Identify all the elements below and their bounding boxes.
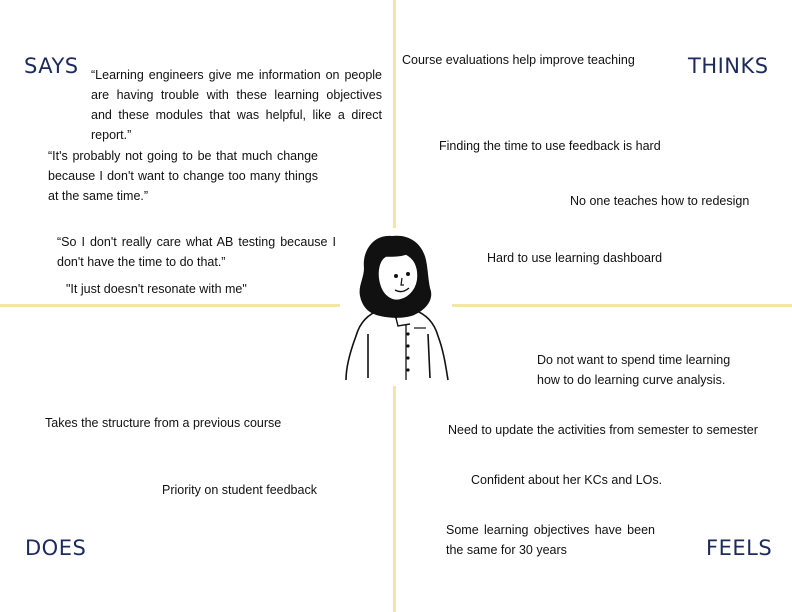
thinks-note: No one teaches how to redesign — [570, 194, 750, 208]
says-label: SAYS — [24, 54, 79, 78]
feels-note: Need to update the activities from semester to semester — [448, 423, 758, 437]
feels-note: Do not want to spend time learning how to do learning curve analysis. — [537, 353, 731, 387]
feels-label: FEELS — [706, 536, 773, 560]
does-label: DOES — [25, 536, 87, 560]
says-note: “It's probably not going to be that much change because I don't want to change too many things at the same time.” — [48, 149, 318, 203]
thinks-note: Hard to use learning dashboard — [487, 251, 663, 265]
says-note: “So I don't really care what AB testing because I don't have the time to do that.” — [57, 235, 336, 269]
feels-note: Confident about her KCs and LOs. — [471, 473, 663, 487]
thinks-label: THINKS — [688, 54, 769, 78]
thinks-note: Course evaluations help improve teaching — [402, 53, 635, 67]
says-note: "It just doesn't resonate with me" — [66, 282, 247, 296]
persona-illustration — [340, 228, 452, 386]
woman-avatar-icon — [340, 228, 452, 386]
feels-note: Some learning objectives have been the same for 30 years — [446, 523, 655, 557]
says-note: “Learning engineers give me information on people are having trouble with these learning objectives and these modules that was helpful, like a direct report.” — [91, 68, 382, 142]
does-note: Takes the structure from a previous course — [45, 416, 282, 430]
thinks-note: Finding the time to use feedback is hard — [439, 139, 661, 153]
does-note: Priority on student feedback — [162, 483, 317, 497]
